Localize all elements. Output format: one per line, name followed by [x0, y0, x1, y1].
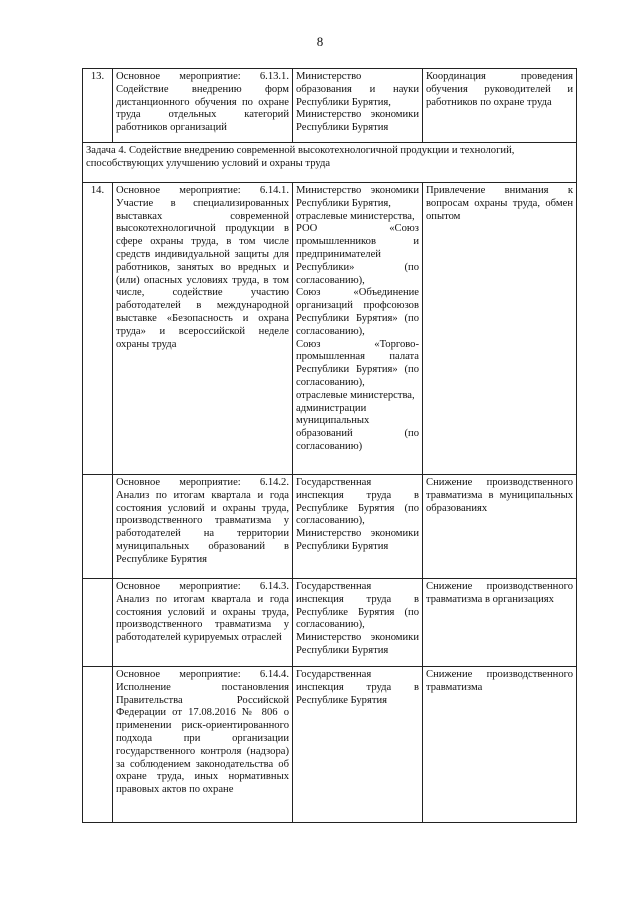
responsible-parties: Государственная инспекция труда в Республике Бурятия (по согласованию), Министерство экономики Республики Бурятия — [293, 475, 423, 579]
table-row — [83, 667, 577, 823]
row-number — [83, 667, 113, 823]
responsible-parties: Государственная инспекция труда в Республике Бурятия (по согласованию), Министерство экономики Республики Бурятия — [293, 579, 423, 667]
task-header-row — [83, 143, 577, 183]
expected-result: Координация проведения обучения руководителей и работников по охране труда — [423, 69, 577, 143]
event-description: Основное мероприятие: 6.13.1. Содействие внедрению форм дистанционного обучения по охране труда отдельных категорий работников организаций — [113, 69, 293, 143]
responsible-parties: Министерство образования и науки Республики Бурятия, Министерство экономики Республики Бурятия — [293, 69, 423, 143]
row-number — [83, 579, 113, 667]
expected-result: Снижение производственного травматизма в муниципальных образованиях — [423, 475, 577, 579]
task-heading: Задача 4. Содействие внедрению современной высокотехнологичной продукции и технологий, способствующих улучшению условий и охраны труда — [83, 143, 577, 183]
page-number: 8 — [316, 34, 324, 49]
measures-table — [82, 68, 577, 823]
table-row — [83, 69, 577, 143]
expected-result: Привлечение внимания к вопросам охраны труда, обмен опытом — [423, 183, 577, 475]
event-description: Основное мероприятие: 6.14.2. Анализ по итогам квартала и года состояния условий и охраны труда, производственного травматизма у работодателей на территории муниципальных образований в Республике Бурятия — [113, 475, 293, 579]
row-number — [83, 475, 113, 579]
table-row — [83, 579, 577, 667]
responsible-parties: Государственная инспекция труда в Республике Бурятия — [293, 667, 423, 823]
event-description: Основное мероприятие: 6.14.4. Исполнение постановления Правительства Российской Федерации от 17.08.2016 № 806 о применении риск-ориентированного подхода при организации государственного контроля (надзора) за соблюдением законодательства об охране труда, иных нормативных правовых актов по охране — [113, 667, 293, 823]
table-row — [83, 475, 577, 579]
expected-result: Снижение производственного травматизма в организациях — [423, 579, 577, 667]
row-number: 13. — [83, 69, 113, 143]
expected-result: Снижение производственного травматизма — [423, 667, 577, 823]
event-description: Основное мероприятие: 6.14.1. Участие в специализированных выставках современной высокотехнологичной продукции в сфере охраны труда, в том числе средств индивидуальной защиты для работников, занятых во вредных и (или) опасных условиях труда, в том числе, содействие участию работодателей в международной выставке «Безопасность и охрана труда» и всероссийской неделе охраны труда — [113, 183, 293, 475]
event-description: Основное мероприятие: 6.14.3. Анализ по итогам квартала и года состояния условий и охраны труда, производственного травматизма у работодателей курируемых отраслей — [113, 579, 293, 667]
table-row — [83, 183, 577, 475]
row-number: 14. — [83, 183, 113, 475]
responsible-parties: Министерство экономики Республики Бурятия, отраслевые министерства, РОО «Союз промышленников и предпринимателей Республики» (по согласованию), Союз «Объединение организаций профсоюзов Республики Бурятия» (по согласованию), Союз «Торгово-промышленная палата Республики Бурятия» (по согласованию), отраслевые министерства, администрации муниципальных образований (по согласованию) — [293, 183, 423, 475]
